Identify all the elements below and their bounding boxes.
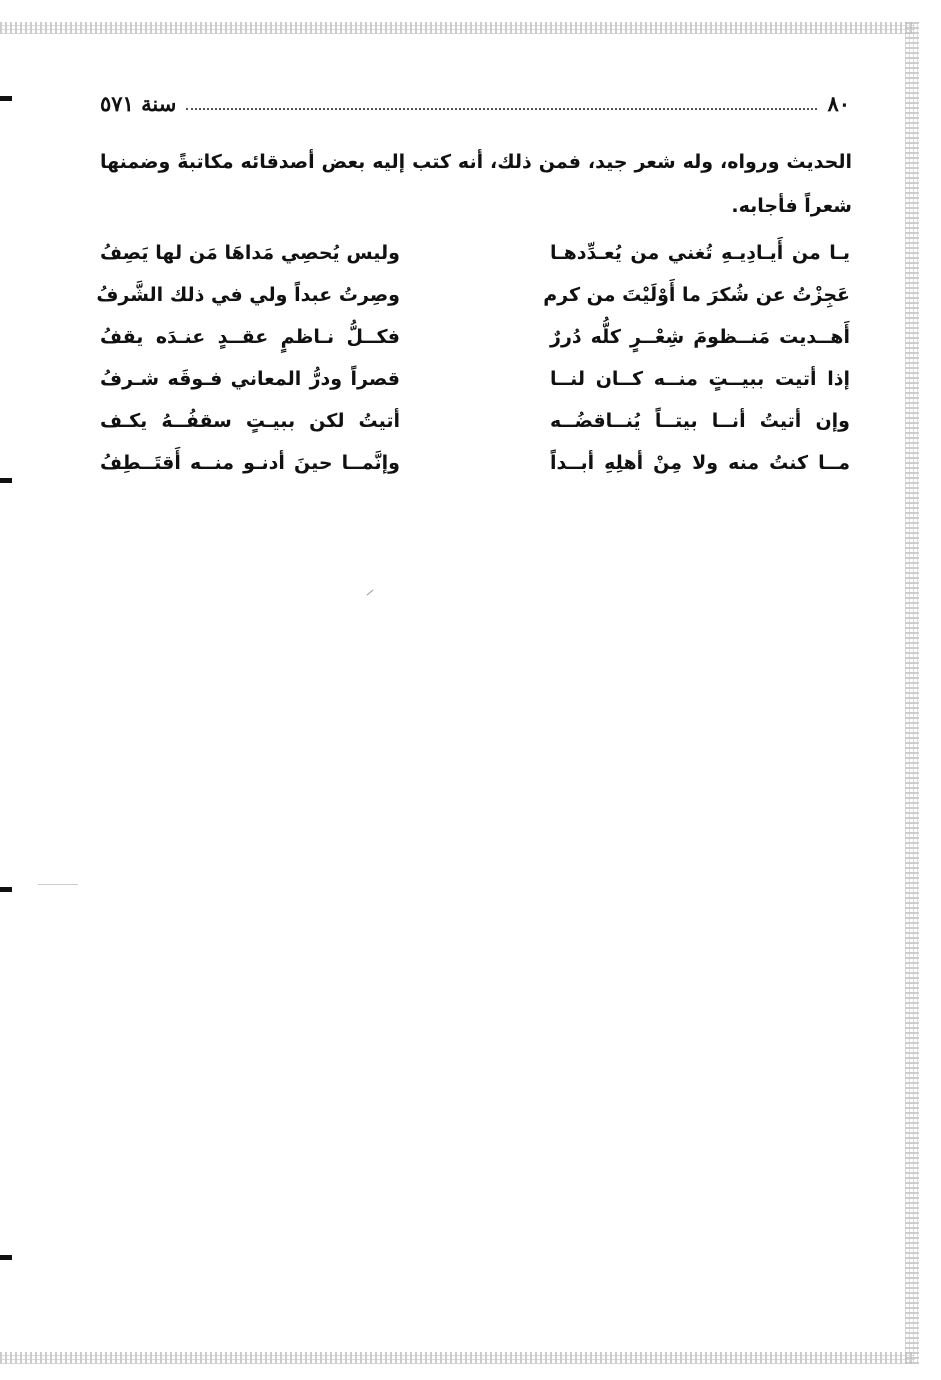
poem-verse	[100, 400, 850, 442]
header-leader-dots	[186, 106, 817, 110]
poem-verse	[96, 274, 850, 316]
poem-verse	[100, 358, 850, 400]
scan-speck	[38, 884, 78, 885]
verse-second-hemistich: وليس يُحصِي مَداهَا مَن لها يَصِفُ	[100, 242, 400, 264]
scan-edge-mark	[0, 887, 12, 892]
prose-line: الحديث ورواه، وله شعر جيد، فمن ذلك، أنه كتب إليه بعض أصدقائه مكاتبةً وضمنها	[100, 151, 852, 173]
scan-edge-mark	[0, 478, 12, 483]
prose-line: شعراً فأجابه.	[731, 195, 852, 217]
poem	[96, 232, 850, 484]
running-header	[100, 88, 850, 118]
verse-first-hemistich: يـا من أَيـادِيـهِ تُغني من يُعـدِّدهـا	[550, 242, 850, 264]
verse-first-hemistich: وإن أتيتُ أنــا بيتــاً يُنــاقضُــه	[550, 410, 850, 432]
scan-edge-mark	[0, 1255, 12, 1260]
poem-verse	[100, 442, 850, 484]
decorative-border-bottom	[0, 1352, 915, 1364]
page-number: ٨٠	[827, 90, 850, 116]
poem-verse	[100, 316, 850, 358]
verse-second-hemistich: قصراً ودرُّ المعاني فـوقَه شـرفُ	[100, 368, 400, 390]
poem-verse	[100, 232, 850, 274]
verse-first-hemistich: أَهــديت مَنــظومَ شِعْــرٍ كلُّه دُررٌ	[550, 326, 850, 348]
scan-speck	[367, 590, 374, 596]
scan-edge-mark	[0, 96, 12, 101]
prose-paragraph	[100, 140, 852, 228]
verse-first-hemistich: عَجِزْتُ عن شُكرَ ما أَوْلَيْتَ من كرم	[543, 284, 850, 306]
verse-second-hemistich: وصِرتُ عبداً ولي في ذلك الشَّرفُ	[96, 284, 400, 306]
verse-second-hemistich: أتيتُ لكن ببيـتٍ سقفُــهُ يكـف	[100, 410, 400, 432]
decorative-border-top	[0, 22, 915, 34]
verse-second-hemistich: فكــلُّ نـاظمٍ عقــدٍ عنـدَه يقفُ	[100, 326, 400, 348]
verse-second-hemistich: وإنَّمــا حينَ أدنـو منــه أَقتَــطِفُ	[100, 452, 400, 474]
year-label: سنة ٥٧١	[100, 90, 177, 116]
decorative-border-right	[905, 22, 919, 1364]
verse-first-hemistich: إذا أتيت ببيــتٍ منــه كــان لنــا	[550, 368, 850, 390]
verse-first-hemistich: مــا كنتُ منه ولا مِنْ أهلِهِ أبــداً	[550, 452, 850, 474]
